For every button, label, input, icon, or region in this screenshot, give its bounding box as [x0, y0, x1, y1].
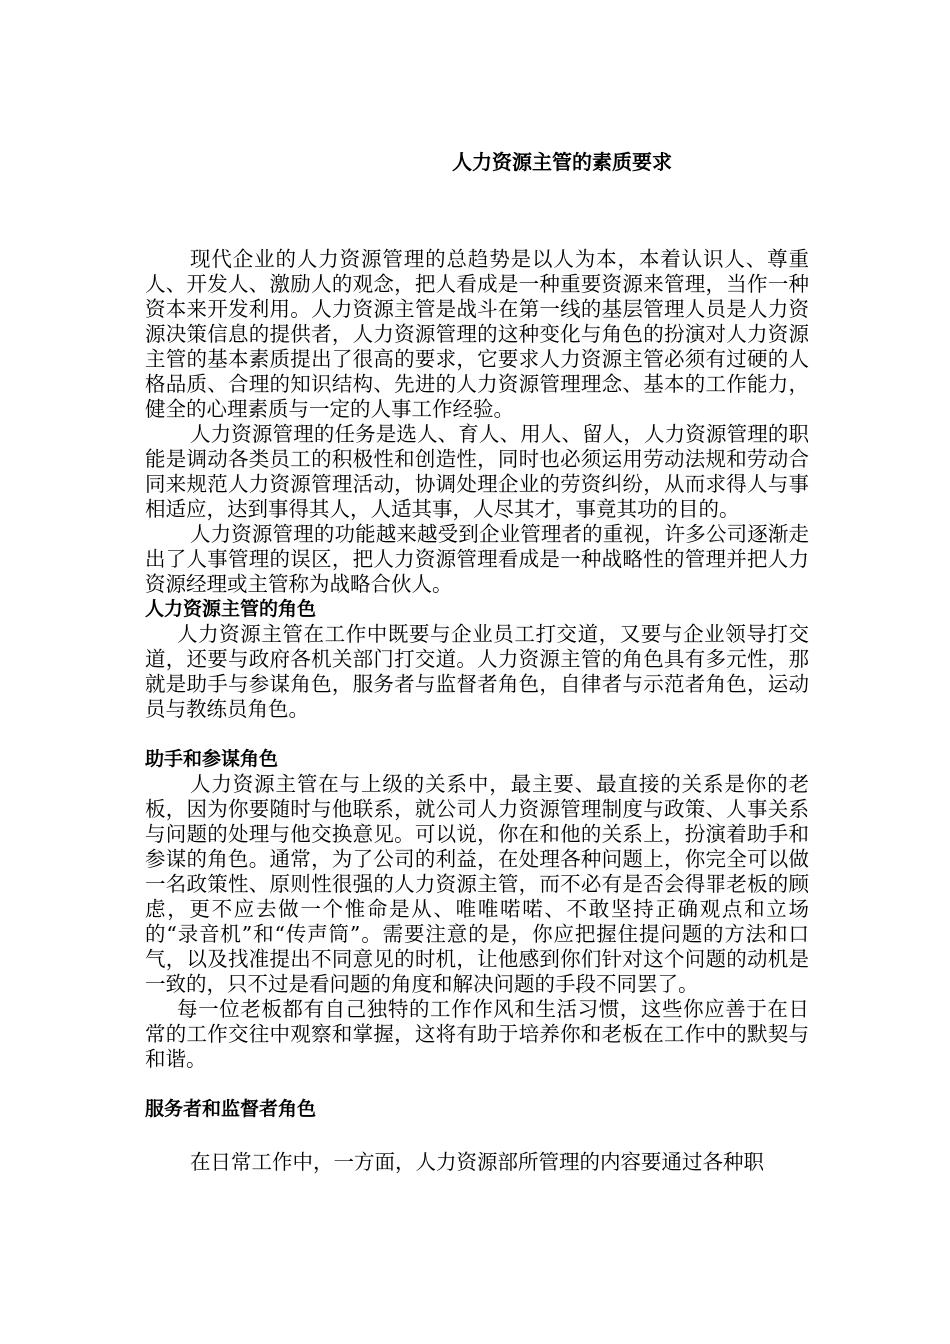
assistant-paragraph-1: 人力资源主管在与上级的关系中，最主要、最直接的关系是你的老板，因为你要随时与他联系，就公司人力资源管理制度与政策、人事关系与问题的处理与他交换意见。可以说，你在和他的关系上，扮演着助手和参谋的角色。通常，为了公司的利益，在处理各种问题上，你完全可以做一名政策性、原则性很强的人力资源主管，而不必有是否会得罪老板的顾虑，更不应去做一个惟命是从、唯唯喏喏、不敢坚持正确观点和立场的“录音机”和“传声筒”。需要注意的是，你应把握住提问题的方法和口气，以及找准提出不同意见的时机，让他感到你们针对这个问题的动机是一致的，只不过是看问题的角度和解决问题的手段不同罢了。 [145, 772, 809, 996]
intro-paragraph-1: 现代企业的人力资源管理的总趋势是以人为本，本着认识人、尊重人、开发人、激励人的观念，把人看成是一种重要资源来管理，当作一种资本来开发利用。人力资源主管是战斗在第一线的基层管理人员是人力资源决策信息的提供者，人力资源管理的这种变化与角色的扮演对人力资源主管的基本素质提出了很高的要求，它要求人力资源主管必须有过硬的人格品质、合理的知识结构、先进的人力资源管理理念、基本的工作能力，健全的心理素质与一定的人事工作经验。 [145, 247, 809, 421]
section-heading-role: 人力资源主管的角色 [145, 598, 317, 620]
role-paragraph: 人力资源主管在工作中既要与企业员工打交道，又要与企业领导打交道，还要与政府各机关部门打交道。人力资源主管的角色具有多元性，那就是助手与参谋角色，服务者与监督者角色，自律者与示范者角色，运动员与教练员角色。 [145, 622, 809, 721]
intro-paragraph-2: 人力资源管理的任务是选人、育人、用人、留人，人力资源管理的职能是调动各类员工的积极性和创造性，同时也必须运用劳动法规和劳动合同来规范人力资源管理活动，协调处理企业的劳资纠纷，从而求得人与事相适应，达到事得其人，人适其事，人尽其才，事竟其功的目的。 [145, 422, 809, 521]
spacer [145, 1072, 809, 1097]
service-paragraph: 在日常工作中，一方面，人力资源部所管理的内容要通过各种职 [190, 1150, 764, 1174]
section-heading-assistant: 助手和参谋角色 [145, 748, 279, 770]
assistant-paragraph-2: 每一位老板都有自己独特的工作作风和生活习惯，这些你应善于在日常的工作交往中观察和掌握，这将有助于培养你和老板在工作中的默契与和谐。 [145, 997, 809, 1071]
document-body [145, 247, 809, 1175]
spacer [145, 1122, 809, 1150]
document-title: 人力资源主管的素质要求 [452, 150, 672, 174]
spacer [145, 722, 809, 747]
section-heading-service: 服务者和监督者角色 [145, 1098, 317, 1120]
intro-paragraph-3: 人力资源管理的功能越来越受到企业管理者的重视，许多公司逐渐走出了人事管理的误区，把人力资源管理看成是一种战略性的管理并把人力资源经理或主管称为战略合伙人。 [145, 522, 809, 596]
